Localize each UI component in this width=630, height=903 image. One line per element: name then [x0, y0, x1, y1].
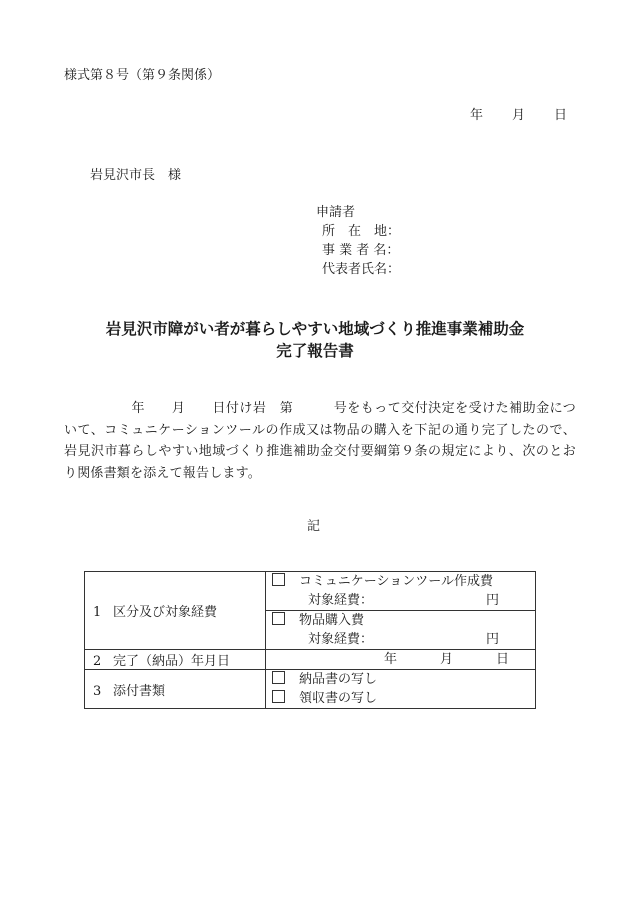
row3-label: 添付書類 — [113, 683, 166, 699]
row1-option1-cost-cell — [266, 591, 536, 611]
row2-day: 日 — [496, 652, 510, 667]
row1-option2-cost-cell — [266, 630, 536, 650]
date-month: 月 — [512, 108, 526, 123]
address-label: 所 在 地： — [322, 224, 401, 239]
title-line2: 完了報告書 — [276, 342, 354, 360]
addressee: 岩見沢市長 様 — [90, 168, 182, 183]
option1-label: コミュニケーションツール作成費 — [299, 574, 493, 589]
row3-label-cell — [85, 670, 266, 709]
row1-option2-cell — [266, 611, 536, 631]
row1-option1-cell — [266, 572, 536, 592]
row1-num: 1 — [93, 605, 102, 620]
option2-yen: 円 — [485, 632, 499, 647]
doc1-checkbox[interactable] — [272, 671, 285, 684]
row1-label: 区分及び対象経費 — [113, 605, 218, 620]
row2-date-cell — [266, 650, 536, 670]
doc2-checkbox[interactable] — [272, 690, 285, 703]
option1-cost-label: 対象経費： — [308, 593, 374, 608]
doc2-label: 領収書の写し — [299, 691, 378, 706]
document-title — [0, 318, 630, 362]
row3-num: 3 — [93, 683, 102, 699]
option1-yen: 円 — [485, 593, 499, 608]
row2-num: 2 — [93, 654, 102, 669]
form-number: 様式第８号（第９条関係） — [64, 68, 221, 83]
row2-label: 完了（納品）年月日 — [113, 654, 231, 669]
doc1-label: 納品書の写し — [299, 672, 378, 687]
applicant-block — [316, 203, 410, 279]
date-year: 年 — [470, 108, 484, 123]
row3-docs-cell — [266, 670, 536, 709]
row2-month: 月 — [440, 652, 454, 667]
row1-label-cell — [85, 572, 266, 650]
row2-label-cell — [85, 650, 266, 670]
title-line1: 岩見沢市障がい者が暮らしやすい地域づくり推進事業補助金 — [105, 320, 525, 338]
option2-cost-label: 対象経費： — [308, 632, 374, 647]
option1-checkbox[interactable] — [272, 573, 285, 586]
option2-checkbox[interactable] — [272, 612, 285, 625]
option2-label: 物品購入費 — [299, 613, 365, 628]
date-day: 日 — [554, 108, 568, 123]
representative-label: 代表者氏名： — [322, 262, 401, 277]
date-line — [470, 104, 567, 123]
ki-heading: 記 — [307, 519, 321, 534]
business-name-label: 事 業 者 名： — [322, 243, 400, 258]
items-table — [84, 571, 536, 709]
row2-year: 年 — [384, 652, 398, 667]
body-text: 年 月 日付け岩 第 号をもって交付決定を受けた補助金について、コミュニケーションツールの作成又は物品の購入を下記の通り完了したので、岩見沢市暮らしやすい地域づくり推進補助金交付要綱第９条の規定により、次のとおり関係書類を添えて報告します。 — [64, 401, 576, 481]
applicant-heading: 申請者 — [316, 205, 356, 220]
